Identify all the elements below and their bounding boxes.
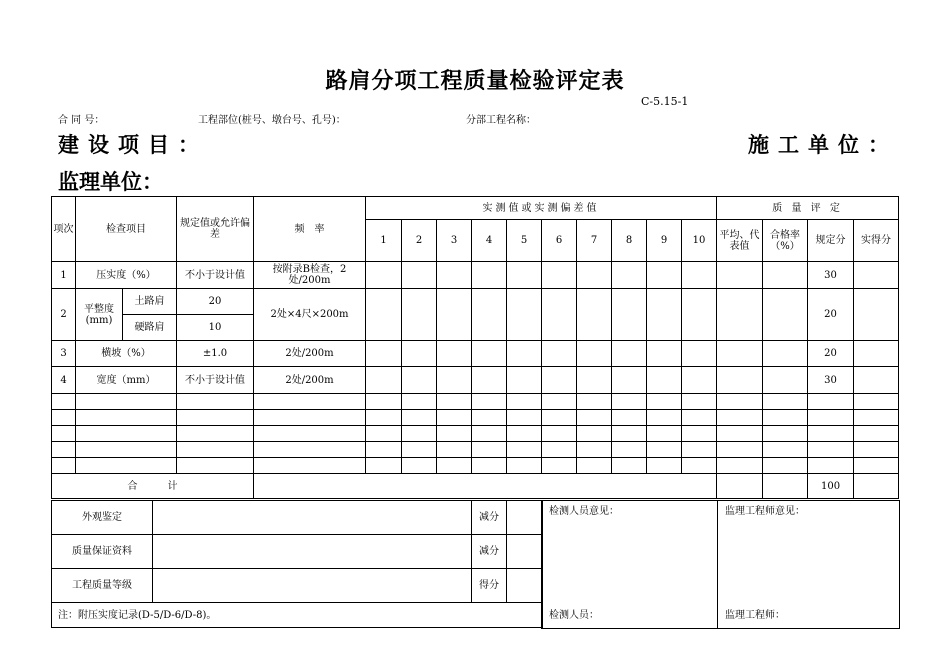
measure-cell[interactable] bbox=[366, 341, 402, 367]
measured-col: 4 bbox=[472, 220, 507, 262]
empty-row bbox=[52, 458, 899, 474]
appearance-deduct-value[interactable] bbox=[507, 501, 543, 535]
row-item: 宽度（mm） bbox=[76, 367, 177, 394]
pass-rate-cell[interactable] bbox=[763, 367, 808, 394]
measure-cell[interactable] bbox=[647, 367, 682, 394]
measure-cell[interactable] bbox=[437, 289, 472, 341]
measure-cell[interactable] bbox=[612, 341, 647, 367]
contract-no-label: 合 同 号： bbox=[58, 115, 105, 126]
quality-docs-label: 质量保证资料 bbox=[52, 535, 153, 569]
measure-cell[interactable] bbox=[612, 262, 647, 289]
average-cell[interactable] bbox=[717, 367, 763, 394]
measure-cell[interactable] bbox=[366, 367, 402, 394]
row-no: 2 bbox=[52, 289, 76, 341]
measure-cell[interactable] bbox=[366, 289, 402, 341]
measured-col: 5 bbox=[507, 220, 542, 262]
table-row bbox=[52, 262, 899, 289]
measure-cell[interactable] bbox=[507, 341, 542, 367]
row-spec-score: 30 bbox=[808, 262, 854, 289]
form-code: C-5.15-1 bbox=[641, 95, 689, 108]
measured-col: 6 bbox=[542, 220, 577, 262]
deduct-label: 减分 bbox=[472, 535, 507, 569]
measure-cell[interactable] bbox=[542, 262, 577, 289]
measure-cell[interactable] bbox=[577, 289, 612, 341]
measure-cell[interactable] bbox=[437, 341, 472, 367]
total-average[interactable] bbox=[717, 474, 763, 499]
subproject-name-label: 分部工程名称： bbox=[466, 115, 536, 126]
engineer-opinion-box[interactable] bbox=[718, 501, 900, 629]
row-frequency: 按附录B检查，2处/200m bbox=[254, 262, 366, 289]
actual-score-cell[interactable] bbox=[854, 341, 899, 367]
quality-docs-value[interactable] bbox=[153, 535, 472, 569]
measure-cell[interactable] bbox=[577, 367, 612, 394]
measure-cell[interactable] bbox=[507, 262, 542, 289]
measure-cell[interactable] bbox=[472, 262, 507, 289]
row-spec: 20 bbox=[177, 289, 254, 315]
measure-cell[interactable] bbox=[682, 341, 717, 367]
actual-score-cell[interactable] bbox=[854, 289, 899, 341]
measured-col: 7 bbox=[577, 220, 612, 262]
measure-cell[interactable] bbox=[542, 289, 577, 341]
score-label: 得分 bbox=[472, 569, 507, 603]
row-frequency: 2处×4尺×200m bbox=[254, 289, 366, 341]
total-row bbox=[52, 474, 899, 499]
table-row bbox=[52, 289, 899, 315]
row-frequency: 2处/200m bbox=[254, 367, 366, 394]
header-frequency: 频 率 bbox=[254, 197, 366, 262]
engineer-label: 监理工程师： bbox=[725, 610, 785, 621]
average-cell[interactable] bbox=[717, 262, 763, 289]
pass-rate-cell[interactable] bbox=[763, 289, 808, 341]
supervisor-label: 监理单位： bbox=[58, 169, 163, 194]
measure-cell[interactable] bbox=[437, 367, 472, 394]
inspector-opinion-label: 检测人员意见： bbox=[549, 506, 619, 517]
row-no: 3 bbox=[52, 341, 76, 367]
header-pass-rate: 合格率（%） bbox=[763, 220, 808, 262]
measure-cell[interactable] bbox=[577, 341, 612, 367]
empty-row bbox=[52, 442, 899, 458]
measure-cell[interactable] bbox=[402, 341, 437, 367]
total-actual-score[interactable] bbox=[854, 474, 899, 499]
measure-cell[interactable] bbox=[437, 262, 472, 289]
header-spec: 规定值或允许偏差 bbox=[177, 197, 254, 262]
quality-grade-value[interactable] bbox=[153, 569, 472, 603]
measure-cell[interactable] bbox=[366, 262, 402, 289]
measure-cell[interactable] bbox=[402, 367, 437, 394]
row-spec: 不小于设计值 bbox=[177, 367, 254, 394]
row-no: 1 bbox=[52, 262, 76, 289]
header-actual-score: 实得分 bbox=[854, 220, 899, 262]
measured-col: 2 bbox=[402, 220, 437, 262]
row-spec: ±1.0 bbox=[177, 341, 254, 367]
table-row bbox=[52, 367, 899, 394]
row-spec-score: 30 bbox=[808, 367, 854, 394]
header-average: 平均、代表值 bbox=[717, 220, 763, 262]
appearance-value[interactable] bbox=[153, 501, 472, 535]
measure-cell[interactable] bbox=[612, 289, 647, 341]
engineer-opinion-label: 监理工程师意见： bbox=[725, 506, 805, 517]
table-row bbox=[52, 341, 899, 367]
inspector-label: 检测人员： bbox=[549, 610, 599, 621]
header-item: 检查项目 bbox=[76, 197, 177, 262]
header-spec-score: 规定分 bbox=[808, 220, 854, 262]
total-spec-score: 100 bbox=[808, 474, 854, 499]
header-measured: 实测值或实测偏差值 bbox=[366, 197, 717, 220]
opinion-table bbox=[541, 500, 900, 629]
construction-project-label: 建设项目： bbox=[58, 132, 208, 157]
inspector-opinion-box[interactable] bbox=[542, 501, 718, 629]
measured-col: 3 bbox=[437, 220, 472, 262]
deduct-label: 减分 bbox=[472, 501, 507, 535]
quality-docs-deduct-value[interactable] bbox=[507, 535, 543, 569]
row-spec-score: 20 bbox=[808, 341, 854, 367]
appearance-label: 外观鉴定 bbox=[52, 501, 153, 535]
average-cell[interactable] bbox=[717, 341, 763, 367]
header-no: 项次 bbox=[52, 197, 76, 262]
measure-cell[interactable] bbox=[472, 341, 507, 367]
row-spec-score: 20 bbox=[808, 289, 854, 341]
measure-cell[interactable] bbox=[682, 262, 717, 289]
measure-cell[interactable] bbox=[472, 289, 507, 341]
measure-cell[interactable] bbox=[542, 341, 577, 367]
measure-cell[interactable] bbox=[682, 289, 717, 341]
measured-col: 8 bbox=[612, 220, 647, 262]
header-quality: 质 量 评 定 bbox=[717, 197, 899, 220]
empty-row bbox=[52, 410, 899, 426]
row-subitem: 硬路肩 bbox=[123, 315, 177, 341]
measure-cell[interactable] bbox=[507, 367, 542, 394]
measure-cell[interactable] bbox=[647, 341, 682, 367]
row-subitem: 土路肩 bbox=[123, 289, 177, 315]
measure-cell[interactable] bbox=[612, 367, 647, 394]
measure-cell[interactable] bbox=[402, 289, 437, 341]
average-cell[interactable] bbox=[717, 289, 763, 341]
row-spec: 不小于设计值 bbox=[177, 262, 254, 289]
row-frequency: 2处/200m bbox=[254, 341, 366, 367]
measure-cell[interactable] bbox=[472, 367, 507, 394]
empty-row bbox=[52, 394, 899, 410]
row-item: 平整度(mm) bbox=[76, 289, 123, 341]
total-blank bbox=[254, 474, 717, 499]
pass-rate-cell[interactable] bbox=[763, 262, 808, 289]
total-pass-rate[interactable] bbox=[763, 474, 808, 499]
measure-cell[interactable] bbox=[507, 289, 542, 341]
empty-row bbox=[52, 426, 899, 442]
contractor-label: 施工单位： bbox=[748, 132, 898, 157]
score-value[interactable] bbox=[507, 569, 543, 603]
inspection-table bbox=[51, 196, 899, 499]
measure-cell[interactable] bbox=[647, 289, 682, 341]
measured-col: 9 bbox=[647, 220, 682, 262]
actual-score-cell[interactable] bbox=[854, 367, 899, 394]
measure-cell[interactable] bbox=[402, 262, 437, 289]
measure-cell[interactable] bbox=[542, 367, 577, 394]
row-item: 压实度（%） bbox=[76, 262, 177, 289]
note: 注：附压实度记录(D-5/D-6/D-8)。 bbox=[52, 603, 543, 628]
row-no: 4 bbox=[52, 367, 76, 394]
measure-cell[interactable] bbox=[682, 367, 717, 394]
actual-score-cell[interactable] bbox=[854, 262, 899, 289]
measured-col: 1 bbox=[366, 220, 402, 262]
measure-cell[interactable] bbox=[577, 262, 612, 289]
project-location-label: 工程部位(桩号、墩台号、孔号)： bbox=[198, 115, 346, 126]
appraisal-table bbox=[51, 500, 543, 628]
measure-cell[interactable] bbox=[647, 262, 682, 289]
page-title: 路肩分项工程质量检验评定表 bbox=[325, 68, 625, 94]
row-item: 横坡（%） bbox=[76, 341, 177, 367]
total-label: 合 计 bbox=[52, 474, 254, 499]
quality-grade-label: 工程质量等级 bbox=[52, 569, 153, 603]
pass-rate-cell[interactable] bbox=[763, 341, 808, 367]
row-spec: 10 bbox=[177, 315, 254, 341]
measured-col: 10 bbox=[682, 220, 717, 262]
